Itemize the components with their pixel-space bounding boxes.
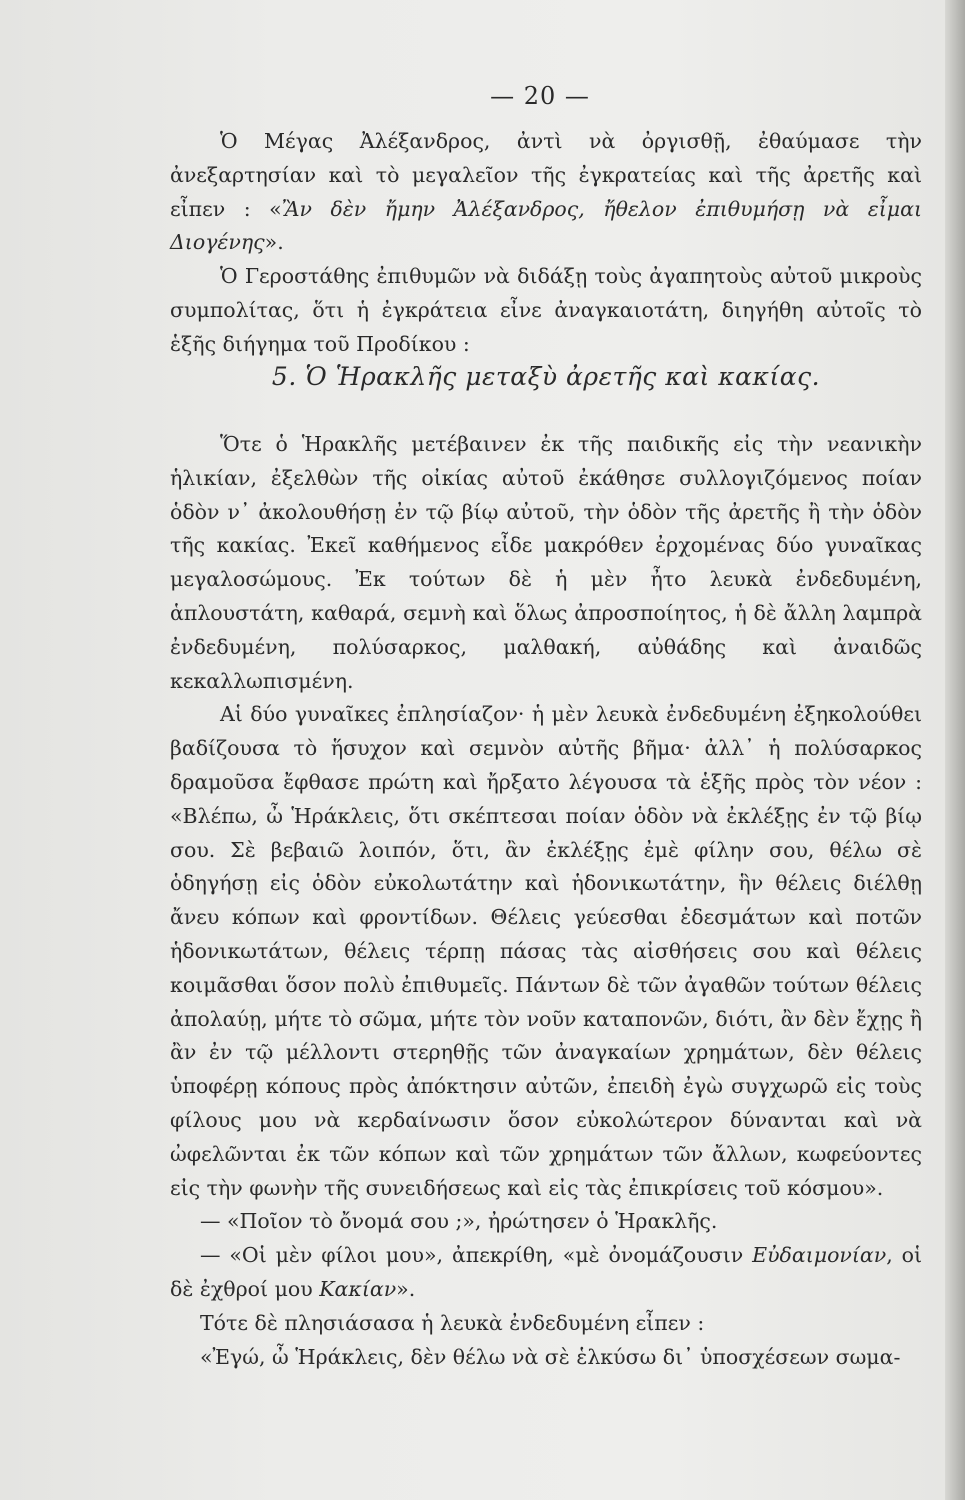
story-paragraph-1: Ὅτε ὁ Ἡρακλῆς μετέβαινεν ἐκ τῆς παιδικῆς εἰς τὴν νεανικὴν ἡλικίαν, ἐξελθὼν τῆς οἰκίας αὐτοῦ ἐκάθησε συλλογιζόμενος ποίαν ὁδὸν ν᾿ ἀκολουθήσῃ ἐν τῷ βίῳ αὐτοῦ, τὴν ὁδὸν τῆς ἀρετῆς ἢ τὴν ὁδὸν τῆς κακίας. Ἐκεῖ καθήμενος εἶδε μακρόθεν ἐρχομένας δύο γυναῖκας μεγαλοσώμους. Ἐκ τούτων δὲ ἡ μὲν ἦτο λευκὰ ἐνδεδυμένη, ἁπλουστάτη, καθαρά, σεμνὴ καὶ ὅλως ἀπροσποίητος, ἡ δὲ ἄλλη λαμπρὰ ἐνδεδυμένη, πολύσαρκος, μαλθακή, αὐθάδης καὶ ἀναιδῶς κεκαλλωπισμένη. (170, 432, 922, 693)
answer-text-c: ». (396, 1276, 416, 1301)
alexander-text: Ὁ Μέγας Ἀλέξανδρος, ἀντὶ νὰ ὀργισθῇ, ἐθαύμασε τὴν ἀνεξαρτησίαν καὶ τὸ μεγαλεῖον τῆς ἐγκρατείας καὶ τῆς ἀρετῆς καὶ εἶπεν : « (170, 129, 922, 221)
answer-text-a: — «Οἱ μὲν φίλοι μου», ἀπεκρίθη, «μὲ ὀνομάζουσιν (200, 1243, 753, 1268)
story-text (170, 428, 922, 1374)
section-heading: 5. Ὁ Ἡρακλῆς μεταξὺ ἀρετῆς καὶ κακίας. (271, 362, 821, 391)
story-paragraph-virtue-speech: «Ἐγώ, ὦ Ἡράκλεις, δὲν θέλω νὰ σὲ ἑλκύσω δι᾿ ὑποσχέσεων σωμα- (200, 1344, 901, 1369)
answer-text-b: , οἱ δὲ ἐχθροί μου (170, 1243, 922, 1301)
answer-name-kakia: Κακίαν (319, 1276, 397, 1301)
dialogue-answer (170, 1239, 922, 1307)
alexander-quote: Ἂν δὲν ἤμην Ἀλέξανδρος, ἤθελον ἐπιθυμήσῃ νὰ εἶμαι Διογένης (170, 196, 922, 255)
dialogue-question: — «Ποῖον τὸ ὄνομά σου ;», ἠρώτησεν ὁ Ἡρακλῆς. (200, 1209, 718, 1234)
story-paragraph-virtue-approach: Τότε δὲ πλησιάσασα ἡ λευκὰ ἐνδεδυμένη εἶπεν : (200, 1310, 705, 1335)
page-number: — 20 — (490, 82, 590, 110)
intro-paragraph-alexander (170, 125, 922, 260)
story-paragraph-2: Αἱ δύο γυναῖκες ἐπλησίαζον· ἡ μὲν λευκὰ ἐνδεδυμένη ἐξηκολούθει βαδίζουσα τὸ ἥσυχον καὶ σεμνὸν αὐτῆς βῆμα· ἀλλ᾿ ἡ πολύσαρκος δραμοῦσα ἔφθασε πρώτη καὶ ἤρξατο λέγουσα τὰ ἑξῆς πρὸς τὸν νέον : «Βλέπω, ὦ Ἡράκλεις, ὅτι σκέπτεσαι ποίαν ὁδὸν νὰ ἐκλέξῃς ἐν τῷ βίῳ σου. Σὲ βεβαιῶ λοιπόν, ὅτι, ἂν ἐκλέξῃς ἐμὲ φίλην σου, θέλω σὲ ὁδηγήσῃ εἰς ὁδὸν εὐκολωτάτην καὶ ἡδονικωτάτην, ἣν θέλεις διέλθῃ ἄνευ κόπων καὶ φροντίδων. Θέλεις γεύεσθαι ἐδεσμάτων καὶ ποτῶν ἡδονικωτάτων, θέλεις τέρπῃ πάσας τὰς αἰσθήσεις σου καὶ θέλεις κοιμᾶσθαι ὅσον πολὺ ἐπιθυμεῖς. Πάντων δὲ τῶν ἀγαθῶν τούτων θέλεις ἀπολαύῃ, μήτε τὸ σῶμα, μήτε τὸν νοῦν καταπονῶν, διότι, ἂν δὲν ἔχῃς ἢ ἂν ἐν τῷ μέλλοντι στερηθῇς τῶν ἀναγκαίων χρημάτων, δὲν θέλεις ὑποφέρῃ κόπους πρὸς ἀπόκτησιν αὐτῶν, ἐπειδὴ ἐγὼ συγχωρῶ εἰς τοὺς φίλους μου νὰ κερδαίνωσιν ὅσον εὐκολώτερον δύνανται καὶ νὰ ὠφελῶνται ἐκ τῶν κόπων καὶ τῶν χρημάτων τῶν ἄλλων, κωφεύοντες εἰς τὴν φωνὴν τῆς συνειδήσεως καὶ εἰς τὰς ἐπικρίσεις τοῦ κόσμου». (170, 702, 922, 1200)
alexander-quote-end: ». (264, 230, 284, 255)
intro-text (170, 125, 922, 362)
intro-paragraph-gerostathis: Ὁ Γεροστάθης ἐπιθυμῶν νὰ διδάξῃ τοὺς ἀγαπητοὺς αὐτοῦ μικροὺς συμπολίτας, ὅτι ἡ ἐγκράτεια εἶνε ἀναγκαιοτάτη, διηγήθη αὐτοῖς τὸ ἑξῆς διήγημα τοῦ Προδίκου : (170, 264, 922, 356)
answer-name-eudaimonia: Εὐδαιμονίαν (752, 1243, 887, 1268)
page-edge-shadow (945, 0, 965, 1500)
